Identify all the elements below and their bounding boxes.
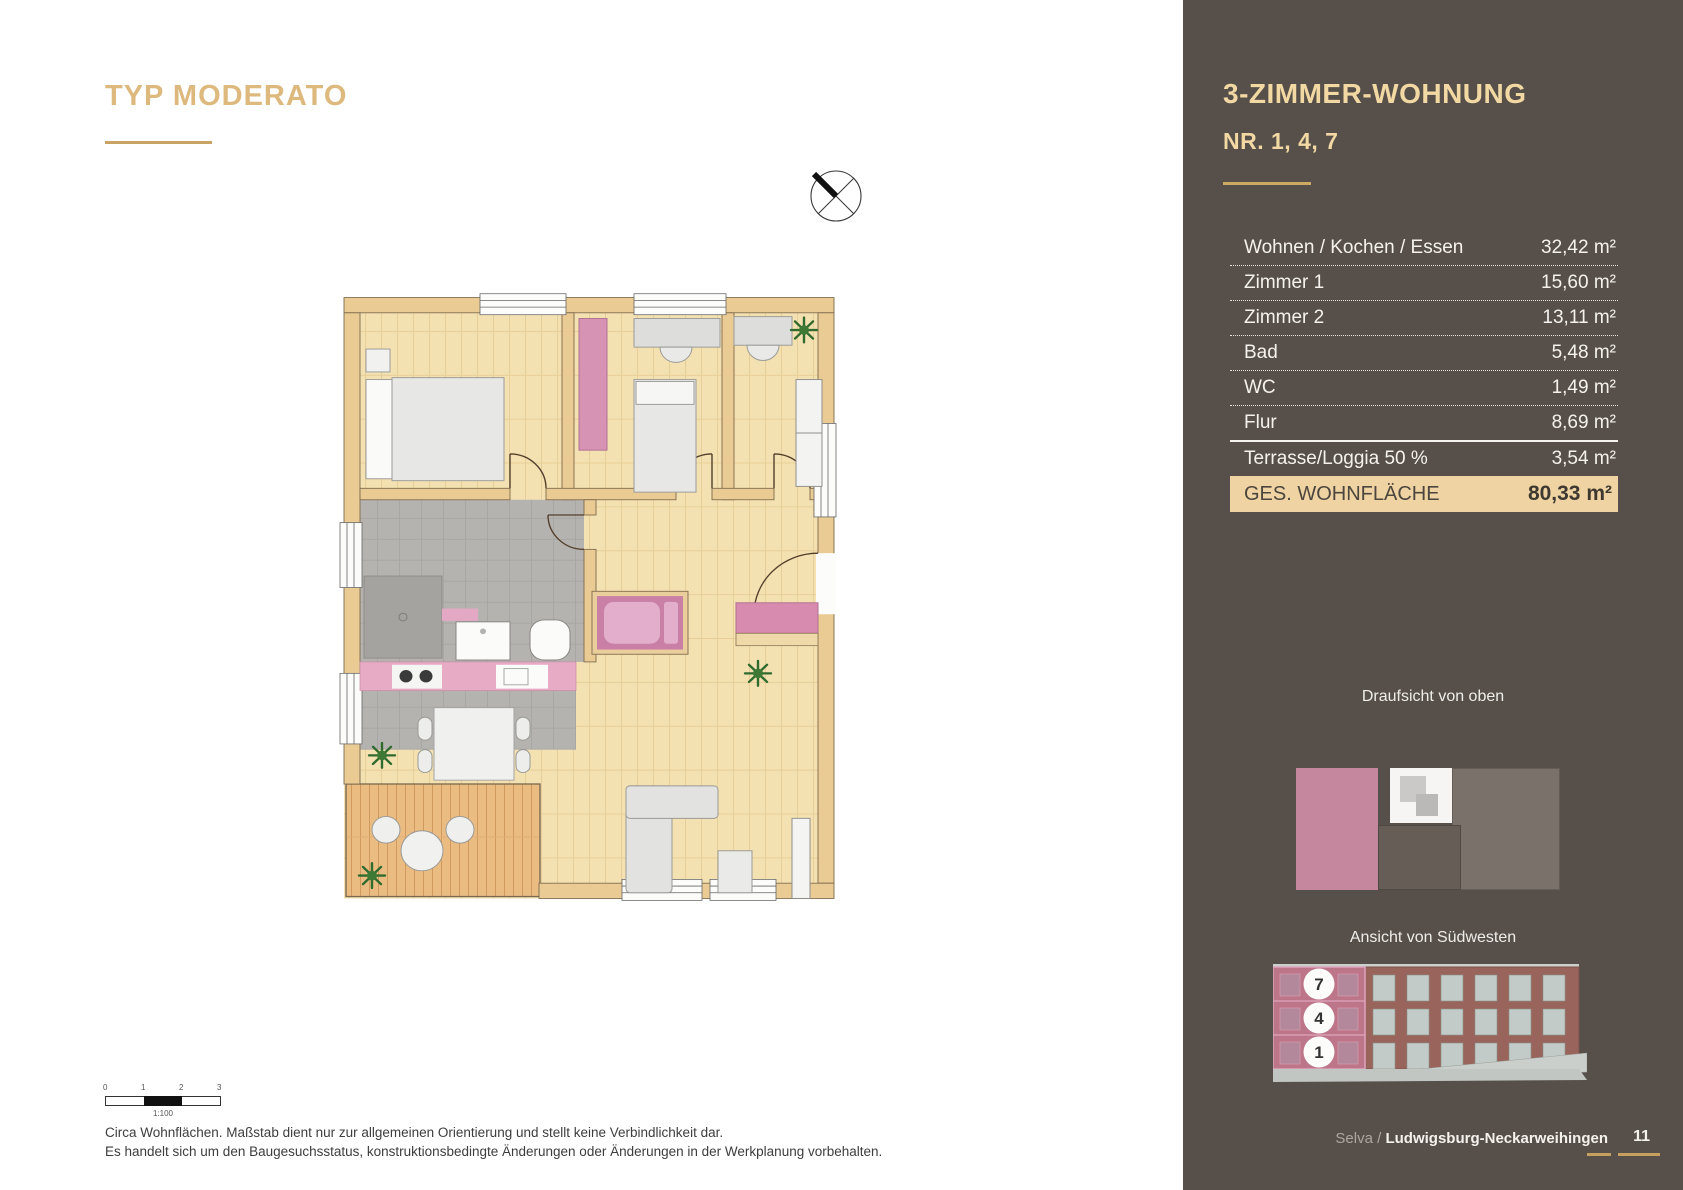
building-elevation <box>1273 960 1587 1092</box>
chair <box>516 717 530 740</box>
topview-caption: Draufsicht von oben <box>1361 688 1505 705</box>
row-value: 15,60 m² <box>1541 272 1616 293</box>
page-title: TYP MODERATO <box>105 80 348 112</box>
north-arrow-icon <box>805 165 867 227</box>
disclaimer-line2: Es handelt sich um den Baugesuchsstatus, konstruktionsbedingte Änderungen oder Änderungen in der Werkplanung vorbehalten. <box>105 1143 883 1159</box>
scale-bar-segment <box>144 1096 182 1106</box>
footer-rule <box>1587 1153 1611 1156</box>
bed-pillow <box>636 381 694 404</box>
table-row <box>1230 301 1618 336</box>
plant-icon <box>791 318 817 343</box>
row-value: 1,49 m² <box>1551 377 1616 398</box>
table-row <box>1230 231 1618 266</box>
sideboard-pink <box>736 603 818 634</box>
row-value: 3,54 m² <box>1551 448 1616 469</box>
building-elevation-drawing <box>1273 960 1587 1092</box>
window <box>634 294 726 315</box>
apartment-type-heading: 3-ZIMMER-WOHNUNG <box>1223 78 1527 109</box>
row-label: Zimmer 2 <box>1244 307 1325 328</box>
topview-neighbor-unit <box>1378 825 1461 890</box>
toilet <box>530 620 570 660</box>
cooktop <box>392 665 442 689</box>
topview-map <box>1296 768 1560 892</box>
chair <box>418 750 432 773</box>
desk <box>734 317 792 346</box>
row-label: Zimmer 1 <box>1244 272 1325 293</box>
bed-pillow <box>366 380 392 479</box>
building-ground <box>1273 1069 1587 1082</box>
terrace-table <box>401 831 443 871</box>
page-number: 11 <box>1633 1128 1650 1145</box>
disclaimer-line1: Circa Wohnflächen. Maßstab dient nur zur allgemeinen Orientierung und stellt keine Verbindlichkeit dar. <box>105 1125 724 1140</box>
footer-project: Selva <box>1335 1130 1373 1147</box>
topview-neighbor-unit <box>1452 768 1560 890</box>
row-label: Terrasse/Loggia 50 % <box>1244 448 1428 469</box>
row-value: 5,48 m² <box>1551 342 1616 363</box>
area-table <box>1230 231 1618 512</box>
row-value: 8,69 m² <box>1551 412 1616 433</box>
total-area-bar <box>1230 476 1618 512</box>
plant-icon <box>359 863 385 888</box>
bed <box>392 378 504 481</box>
row-label: Bad <box>1244 342 1278 363</box>
desk <box>634 319 720 348</box>
footer-location: Ludwigsburg-Neckarweihingen <box>1385 1130 1608 1147</box>
chair <box>516 750 530 773</box>
scale-tick: 0 <box>103 1083 108 1092</box>
table-row <box>1230 266 1618 301</box>
floor-plan <box>334 288 854 908</box>
topview-stairs <box>1416 794 1438 816</box>
scale-tick: 3 <box>217 1083 222 1092</box>
disclaimer <box>105 1124 1005 1162</box>
table-row <box>1230 371 1618 406</box>
scale-tick: 1 <box>141 1083 146 1092</box>
total-value: 80,33 m² <box>1527 482 1612 505</box>
unit-marker-7: 7 <box>1314 975 1324 994</box>
terrace-chair <box>372 816 400 843</box>
plant-icon <box>369 743 395 768</box>
tv-board <box>792 818 810 898</box>
total-label: GES. WOHNFLÄCHE <box>1244 482 1440 505</box>
window <box>480 294 566 315</box>
heading-underline <box>1223 182 1311 185</box>
footer-separator: / <box>1372 1130 1386 1147</box>
row-label: WC <box>1244 377 1276 398</box>
elevation-caption: Ansicht von Südwesten <box>1349 929 1517 946</box>
chair <box>418 717 432 740</box>
shower <box>364 576 442 658</box>
coffee-table <box>718 851 752 893</box>
topview-stairwell <box>1390 768 1452 823</box>
table-row <box>1230 442 1618 476</box>
footer-rule <box>1618 1153 1660 1156</box>
row-value: 13,11 m² <box>1542 307 1616 328</box>
sofa <box>626 786 718 818</box>
kitchen <box>360 662 576 691</box>
window <box>340 673 362 744</box>
dining-table <box>434 708 514 780</box>
title-underline <box>105 141 212 144</box>
plant-icon <box>745 661 771 686</box>
scale-ratio: 1:100 <box>152 1109 174 1118</box>
topview-highlighted-unit <box>1296 768 1378 890</box>
unit-marker-1: 1 <box>1314 1043 1324 1062</box>
entry-opening <box>816 553 836 614</box>
dining <box>418 708 530 780</box>
table-row <box>1230 406 1618 442</box>
scale-tick: 2 <box>179 1083 184 1092</box>
washbasin <box>456 622 510 660</box>
row-label: Wohnen / Kochen / Essen <box>1244 237 1464 258</box>
row-label: Flur <box>1244 412 1277 433</box>
row-value: 32,42 m² <box>1541 237 1616 258</box>
terrace-chair <box>446 816 474 843</box>
wardrobe-pink <box>579 319 607 451</box>
bath-mat <box>442 608 478 620</box>
sidebar <box>1183 0 1683 1190</box>
unit-marker-4: 4 <box>1314 1009 1324 1028</box>
scale-bar <box>105 1083 223 1117</box>
window <box>340 523 362 588</box>
unit-numbers: NR. 1, 4, 7 <box>1223 128 1339 154</box>
footer <box>1335 1130 1608 1147</box>
bathtub <box>592 591 688 654</box>
unit-marker-badges <box>1304 969 1335 1068</box>
table-row <box>1230 336 1618 371</box>
